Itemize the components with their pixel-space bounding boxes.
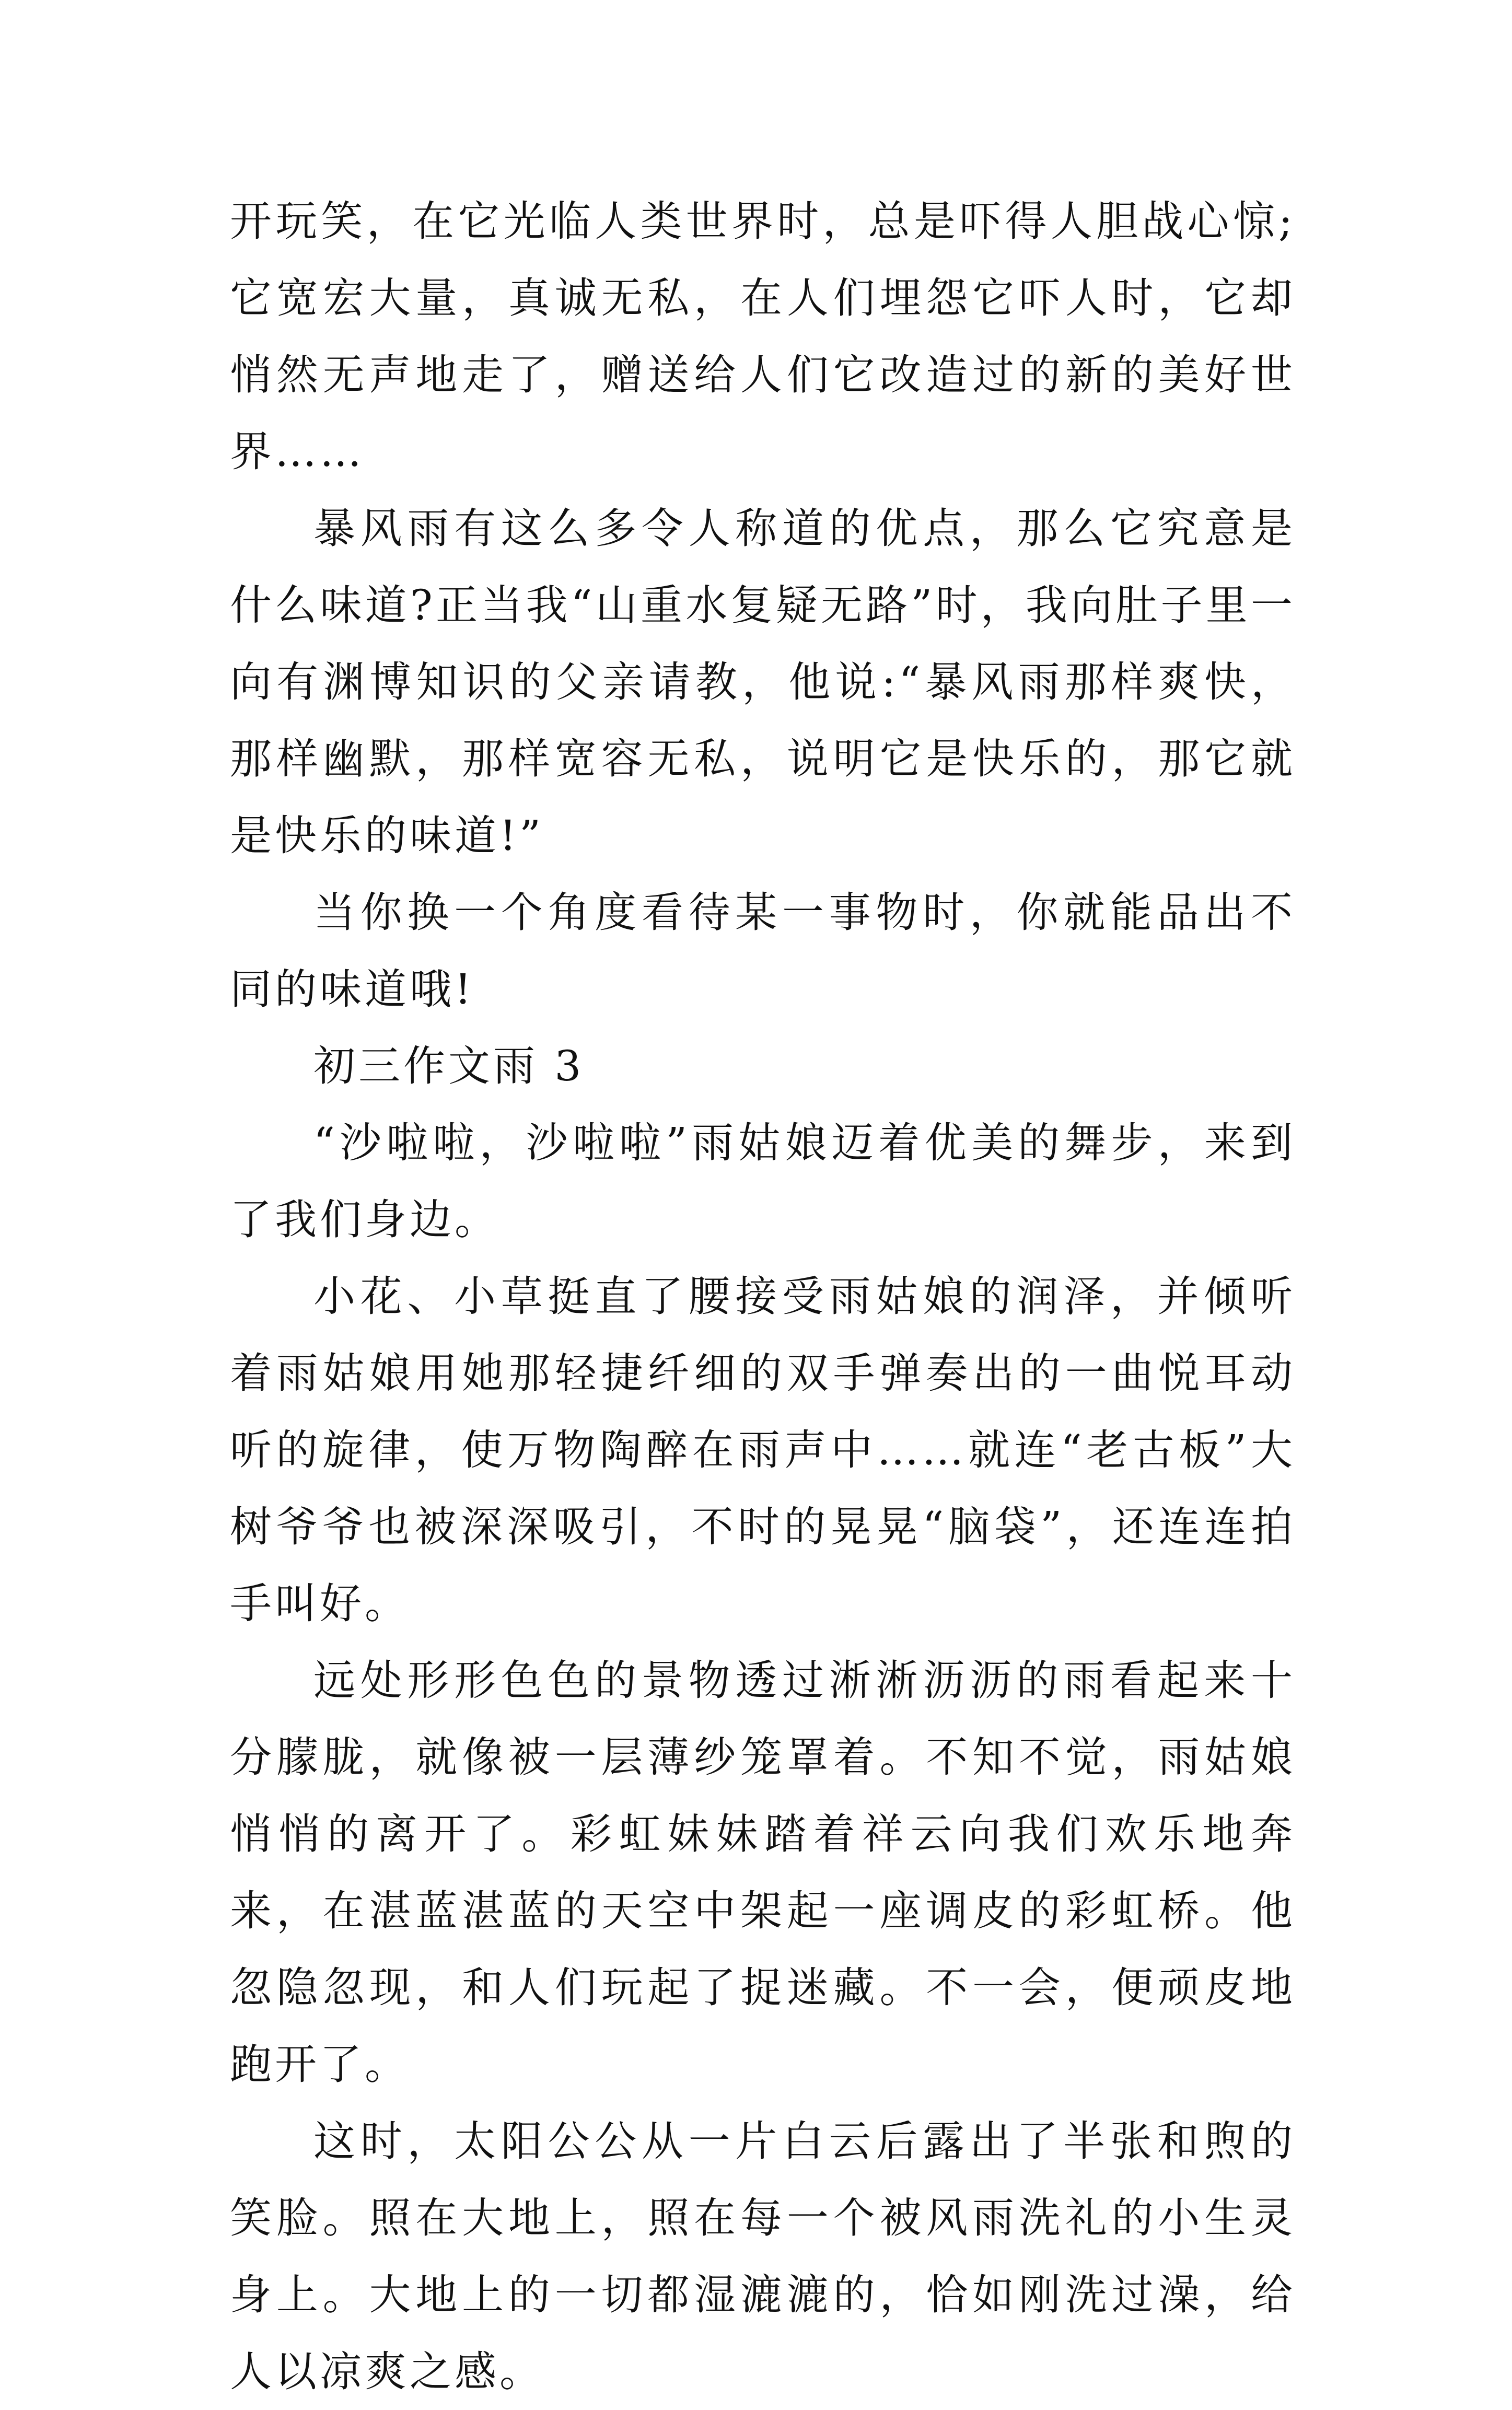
paragraph-4: “沙啦啦，沙啦啦”雨姑娘迈着优美的舞步，来到了我们身边。	[230, 1119, 1296, 1244]
paragraph-5: 小花、小草挺直了腰接受雨姑娘的润泽，并倾听着雨姑娘用她那轻捷纤细的双手弹奏出的一曲悦耳动听的旋律，使万物陶醉在雨声中……就连“老古板”大树爷爷也被深深吸引，不时的晃晃“脑袋”，还连连拍手叫好。	[230, 1272, 1296, 1628]
paragraph-7: 这时，太阳公公从一片白云后露出了半张和煦的笑脸。照在大地上，照在每一个被风雨洗礼的小生灵身上。大地上的一切都湿漉漉的，恰如刚洗过澡，给人以凉爽之感。	[230, 2117, 1296, 2396]
paragraph-2: 暴风雨有这么多令人称道的优点，那么它究意是什么味道?正当我“山重水复疑无路”时，我向肚子里一向有渊博知识的父亲请教，他说:“暴风雨那样爽快，那样幽默，那样宽容无私，说明它是快乐的，那它就是快乐的味道!”	[230, 504, 1296, 860]
paragraph-1: 开玩笑，在它光临人类世界时，总是吓得人胆战心惊;它宽宏大量，真诚无私，在人们埋怨它吓人时，它却悄然无声地走了，赠送给人们它改造过的新的美好世界……	[230, 197, 1296, 476]
document-body	[230, 183, 1296, 2410]
paragraph-6: 远处形形色色的景物透过淅淅沥沥的雨看起来十分朦胧，就像被一层薄纱笼罩着。不知不觉，雨姑娘悄悄的离开了。彩虹妹妹踏着祥云向我们欢乐地奔来，在湛蓝湛蓝的天空中架起一座调皮的彩虹桥。他忽隐忽现，和人们玩起了捉迷藏。不一会，便顽皮地跑开了。	[230, 1656, 1296, 2089]
paragraph-3: 当你换一个角度看待某一事物时，你就能品出不同的味道哦!	[230, 888, 1296, 1014]
section-heading: 初三作文雨 3	[313, 1042, 585, 1090]
